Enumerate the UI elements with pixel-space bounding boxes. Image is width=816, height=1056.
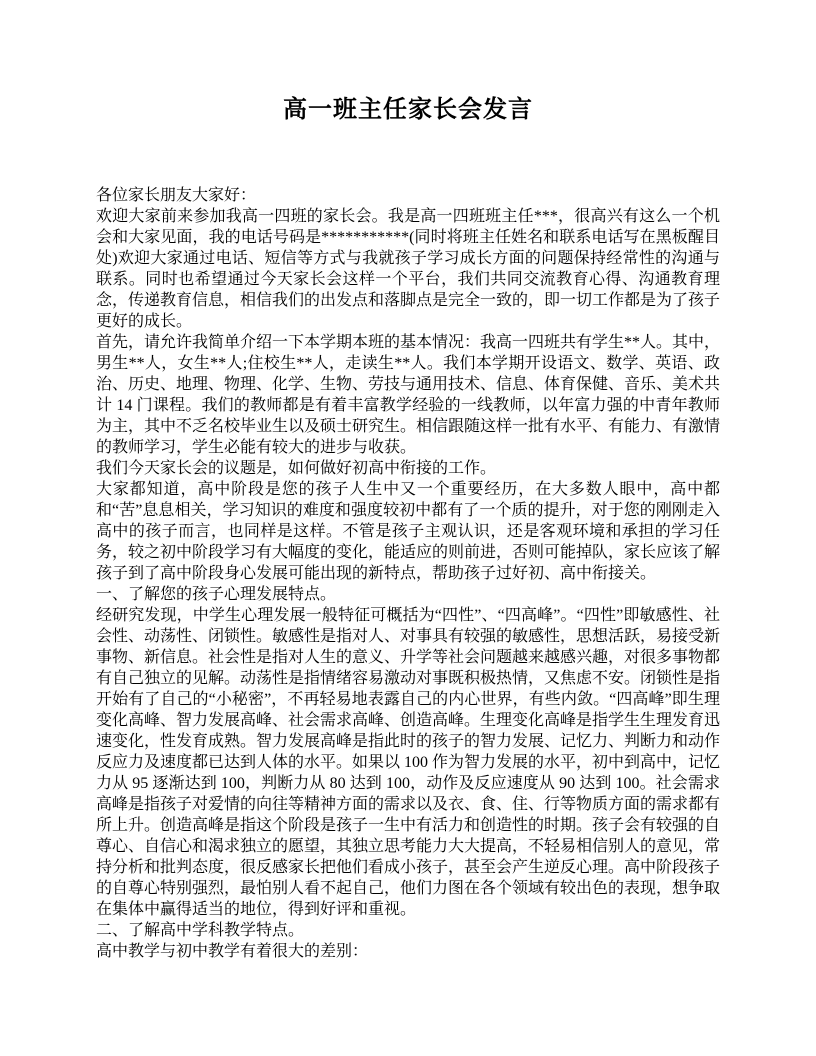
document-body: [96, 185, 720, 962]
document-title: 高一班主任家长会发言: [283, 97, 533, 123]
paragraph-teaching-difference: 高中教学与初中教学有着很大的差别：: [96, 943, 369, 960]
section-heading-2: 二、了解高中学科教学特点。: [96, 922, 305, 939]
paragraph-class-intro: 首先，请允许我简单介绍一下本学期本班的基本情况：我高一四班共有学生**人。其中，男生**人，女生**人;住校生**人，走读生**人。我们本学期开设语文、数学、英语、政治、历史、地理、物理、化学、生物、劳技与通用技术、信息、体育保健、音乐、美术共计 14 门课程。我们的教师都是有着丰富教学经验的一线教师，以年富力强的中青年教师为主，其中不乏名校毕业生以及硕士研究生。相信跟随这样一批有水平、有能力、有激情的教师学习，学生必能有较大的进步与收获。: [96, 334, 721, 456]
paragraph-greeting: 各位家长朋友大家好：: [96, 187, 257, 204]
paragraph-welcome: 欢迎大家前来参加我高一四班的家长会。我是高一四班班主任***，很高兴有这么一个机会和大家见面，我的电话号码是***********(同时将班主任姓名和联系电话写在黑板醒目处)欢迎大家通过电话、短信等方式与我就孩子学习成长方面的问题保持经常性的沟通与联系。同时也希望通过今天家长会这样一个平台，我们共同交流教育心得、沟通教育理念，传递教育信息，相信我们的出发点和落脚点是完全一致的，即一切工作都是为了孩子更好的成长。: [96, 208, 721, 330]
section-heading-1: 一、了解您的孩子心理发展特点。: [96, 586, 337, 603]
paragraph-highschool-transition: 大家都知道，高中阶段是您的孩子人生中又一个重要经历，在大多数人眼中，高中都和“苦”息息相关，学习知识的难度和强度较初中都有了一个质的提升，对于您的刚刚走入高中的孩子而言，也同样是这样。不管是孩子主观认识，还是客观环境和承担的学习任务，较之初中阶段学习有大幅度的变化，能适应的则前进，否则可能掉队，家长应该了解孩子到了高中阶段身心发展可能出现的新特点，帮助孩子过好初、高中衔接关。: [96, 481, 721, 582]
paragraph-psychology: 经研究发现，中学生心理发展一般特征可概括为“四性”、“四高峰”。“四性”即敏感性、社会性、动荡性、闭锁性。敏感性是指对人、对事具有较强的敏感性，思想活跃，易接受新事物、新信息。社会性是指对人生的意义、升学等社会问题越来越感兴趣，对很多事物都有自己独立的见解。动荡性是指情绪容易激动对事既积极热情，又焦虑不安。闭锁性是指开始有了自己的“小秘密”，不再轻易地表露自己的内心世界，有些内敛。“四高峰”即生理变化高峰、智力发展高峰、社会需求高峰、创造高峰。生理变化高峰是指学生生理发育迅速变化，性发育成熟。智力发展高峰是指此时的孩子的智力发展、记忆力、判断力和动作反应力及速度都已达到人体的水平。如果以 100 作为智力发展的水平，初中到高中，记忆力从 95 逐渐达到 100，判断力从 80 达到 100，动作及反应速度从 90 达到 100。社会需求高峰是指孩子对爱情的向往等精神方面的需求以及衣、食、住、行等物质方面的需求都有所上升。创造高峰是指这个阶段是孩子一生中有活力和创造性的时期。孩子会有较强的自尊心、自信心和渴求独立的愿望，其独立思考能力大大提高，不轻易相信别人的意见，常持分析和批判态度，很反感家长把他们看成小孩子，甚至会产生逆反心理。高中阶段孩子的自尊心特别强烈，最怕别人看不起自己，他们力图在各个领域有较出色的表现，想争取在集体中赢得适当的地位，得到好评和重视。: [96, 607, 721, 918]
paragraph-topic: 我们今天家长会的议题是，如何做好初高中衔接的工作。: [96, 460, 497, 477]
